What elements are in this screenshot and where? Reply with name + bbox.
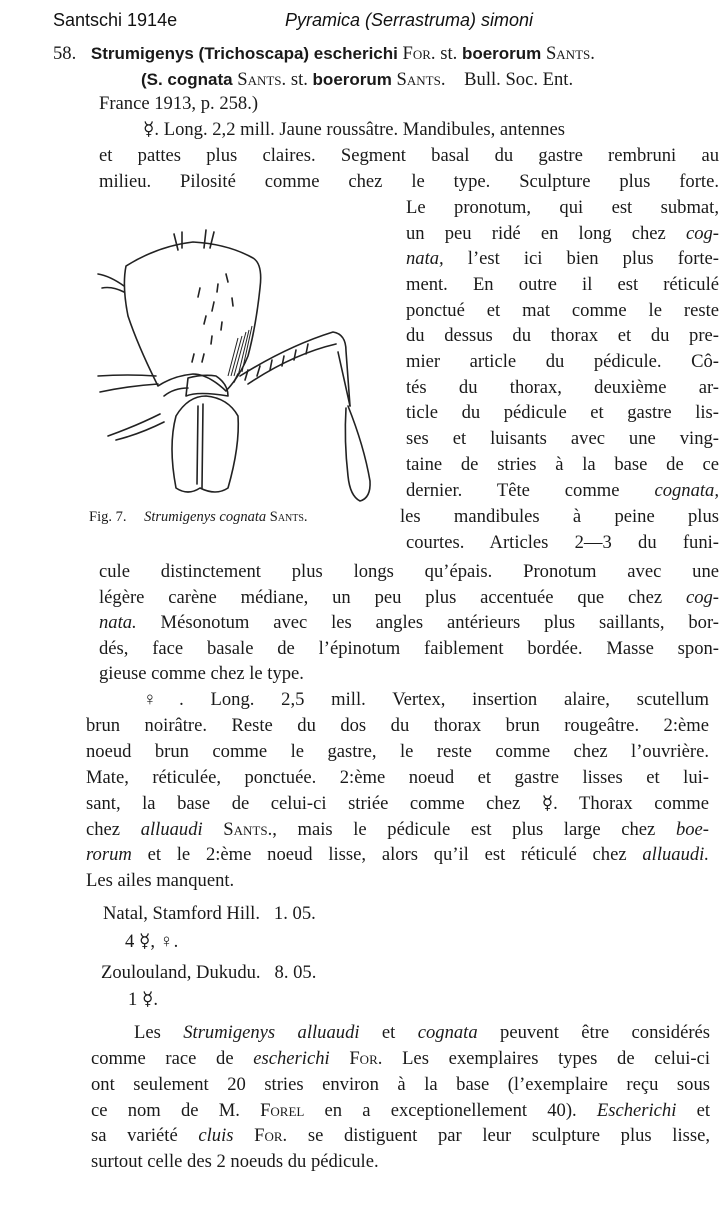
female-line-2: brun noirâtre. Reste du dos du thorax brun rougeâtre. 2:ème — [86, 715, 709, 736]
synonym-subspecies: boerorum — [312, 70, 392, 89]
locality-2: Zoulouland, Dukudu. 8. 05. — [101, 962, 317, 983]
col-line-3: nata, l’est ici bien plus forte- — [406, 248, 719, 269]
ant-figure — [88, 226, 378, 511]
figure-number: Fig. 7. — [89, 509, 127, 525]
locality-1-count: 4 ☿, ♀. — [125, 931, 179, 952]
col-line-9: ticle du pédicule et gastre lis- — [406, 402, 719, 423]
worker-line-w5: gieuse comme chez le type. — [99, 663, 304, 684]
worker-line-w3: nata. Mésonotum avec les angles antérieurs plus saillants, bor- — [99, 612, 719, 633]
synonym-rank: st. — [290, 69, 308, 90]
closing-line-6: surtout celle des 2 noeuds du pédicule. — [91, 1151, 379, 1172]
col-line-6: du dessus du thorax et du pre- — [406, 325, 719, 346]
figure-caption — [89, 509, 308, 526]
worker-line-w2: légère carène médiane, un peu plus accentuée que chez cog- — [99, 587, 719, 608]
col-line-2: un peu ridé en long chez cog- — [406, 223, 719, 244]
col-line-4: ment. En outre il est réticulé — [406, 274, 719, 295]
col-line-11: taine de stries à la base de ce — [406, 454, 719, 475]
entry-subgenus: (Trichoscapa) — [198, 44, 310, 63]
worker-line-w4: dés, face basale de l’épinotum faiblement bordée. Masse spon- — [99, 638, 719, 659]
entry-species: escherichi — [313, 44, 398, 63]
locality-1: Natal, Stamford Hill. 1. 05. — [103, 903, 316, 924]
closing-line-3: ont seulement 20 stries environ à la base (l’exemplaire reçu sous — [91, 1074, 710, 1095]
col-line-13: les mandibules à peine plus — [400, 506, 719, 527]
entry-line-2 — [141, 68, 573, 92]
worker-line-2: et pattes plus claires. Segment basal du gastre rembruni au — [99, 145, 719, 166]
entry-number: 58. — [53, 43, 77, 64]
journal-ref: Bull. Soc. Ent. — [464, 69, 574, 90]
female-line-4: Mate, réticulée, ponctuée. 2:ème noeud et gastre lisses et lui- — [86, 767, 709, 788]
closing-line-4: ce nom de M. Forel en a exceptionellement 40). Escherichi et — [91, 1100, 710, 1121]
female-line-8: Les ailes manquent. — [86, 870, 235, 891]
col-line-1: Le pronotum, qui est submat, — [406, 197, 719, 218]
entry-line-3: France 1913, p. 258.) — [99, 93, 259, 114]
entry-author-1: For. — [402, 43, 436, 64]
entry-line-1 — [53, 42, 719, 66]
col-line-8: tés du thorax, deuxième ar- — [406, 377, 719, 398]
closing-line-1: Les Strumigenys alluaudi et cognata peuvent être considérés — [134, 1022, 710, 1043]
header-taxon: Pyramica (Serrastruma) simoni — [285, 10, 534, 30]
entry-subspecies: boerorum — [461, 44, 542, 63]
header-citation: Santschi 1914e — [53, 10, 178, 30]
worker-line-w1: cule distinctement plus longs qu’épais. Pronotum avec une — [99, 561, 719, 582]
figure-author: Sants. — [269, 509, 308, 525]
synonym-author-2: Sants. — [396, 69, 446, 90]
figure-taxon: Strumigenys cognata — [144, 509, 267, 525]
closing-line-2: comme race de escherichi For. Les exemplaires types de celui-ci — [91, 1048, 710, 1069]
female-line-7: rorum et le 2:ème noeud lisse, alors qu’il est réticulé chez alluaudi. — [86, 844, 709, 865]
synonym-species: cognata — [167, 70, 233, 89]
female-line-5: sant, la base de celui-ci striée comme chez ☿. Thorax comme — [86, 793, 710, 814]
closing-line-5: sa variété cluis For. se distiguent par leur sculpture plus lisse, — [91, 1125, 711, 1146]
synonym-genus: (S. — [141, 70, 163, 89]
col-line-14: courtes. Articles 2—3 du funi- — [406, 532, 719, 553]
female-line-3: noeud brun comme le gastre, le reste comme chez l’ouvrière. — [86, 741, 709, 762]
col-line-5: ponctué et mat comme le reste — [406, 300, 719, 321]
entry-genus: Strumigenys — [90, 44, 194, 63]
col-line-7: mier article du pédicule. Cô- — [406, 351, 719, 372]
worker-line-1: ☿. Long. 2,2 mill. Jaune roussâtre. Mandibules, antennes — [143, 119, 565, 140]
entry-author-2: Sants. — [545, 43, 595, 64]
locality-2-count: 1 ☿. — [128, 989, 159, 1010]
col-line-12: dernier. Tête comme cognata, — [406, 480, 719, 501]
col-line-10: ses et luisants avec une ving- — [406, 428, 719, 449]
worker-line-3: milieu. Pilosité comme chez le type. Sculpture plus forte. — [99, 171, 719, 192]
synonym-author: Sants. — [237, 69, 287, 90]
female-line-6: chez alluaudi Sants., mais le pédicule est plus large chez boe- — [86, 819, 709, 840]
entry-rank-1: st. — [440, 43, 458, 64]
female-line-1: ♀. Long. 2,5 mill. Vertex, insertion alaire, scutellum — [143, 689, 709, 710]
